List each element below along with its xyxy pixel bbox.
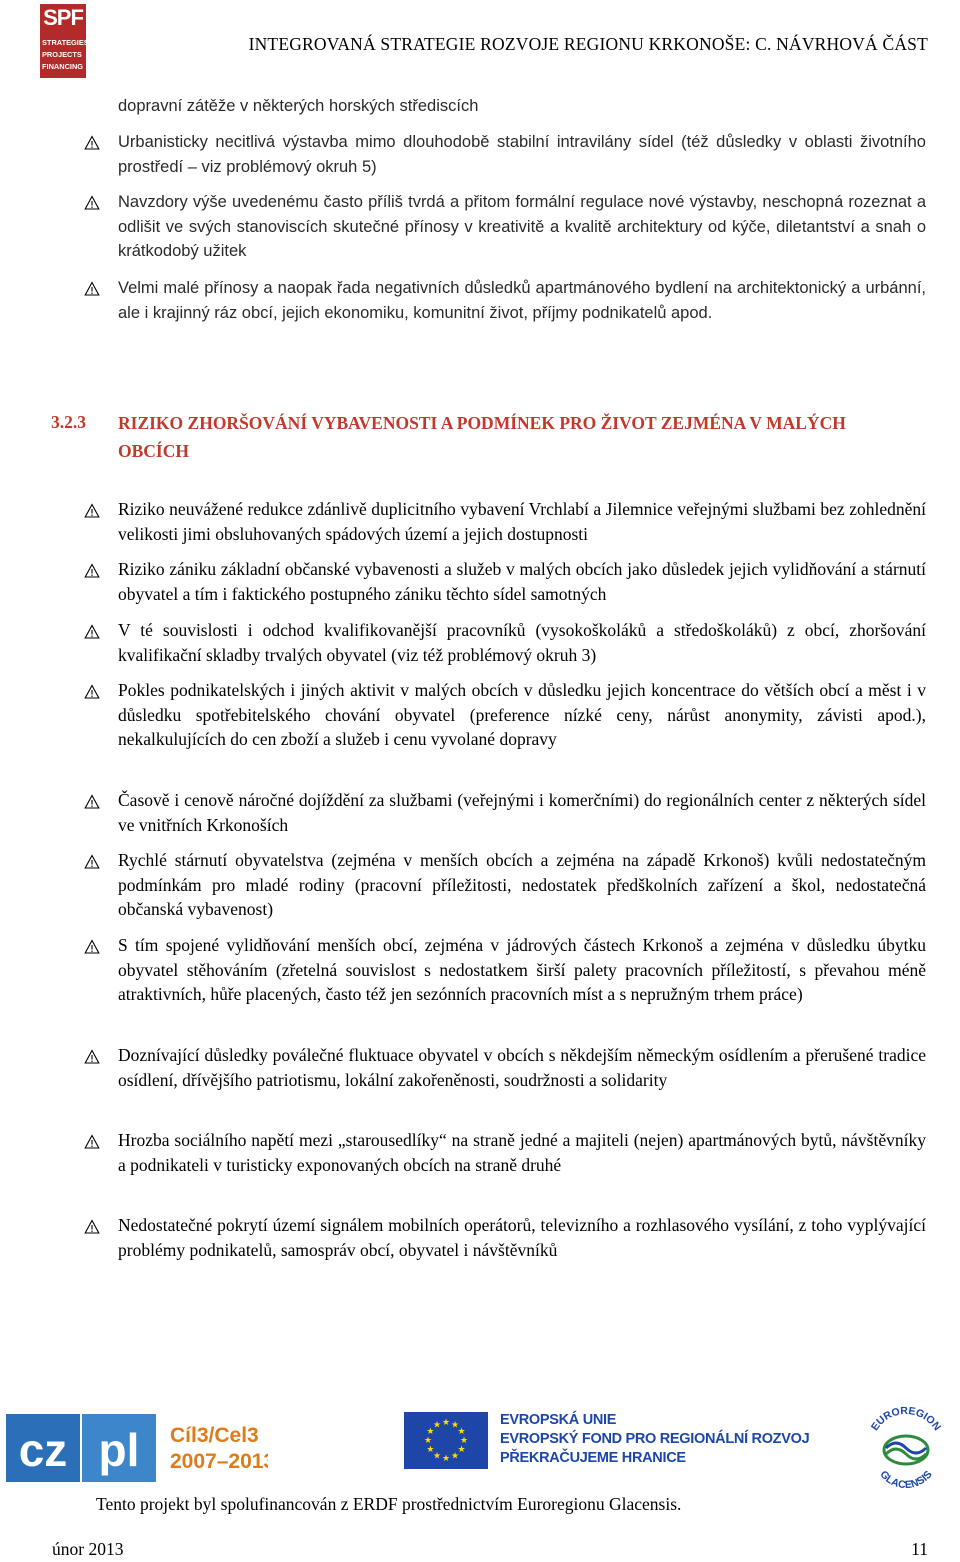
warning-bullet-icon [84, 794, 100, 810]
warning-bullet-icon [84, 854, 100, 870]
list-item: Riziko neuvážené redukce zdánlivě duplicitního vybavení Vrchlabí a Jilemnice veřejnými službami bez zohlednění velikosti jimi obsluhovaných spádových území a jejich dostupnosti [118, 499, 926, 544]
footer-date: únor 2013 [52, 1539, 124, 1559]
header-title: INTEGROVANÁ STRATEGIE ROZVOJE REGIONU KRKONOŠE: C. NÁVRHOVÁ ČÁST [248, 34, 928, 54]
page-number: 11 [911, 1539, 928, 1559]
glacensis-bottom-text: GLACENSIS [877, 1468, 935, 1488]
list-item: Hrozba sociálního napětí mezi „starousedlíky“ na straně jedné a majiteli (nejen) apartmánových bytů, návštěvníky a podnikateli v turisticky exponovaných obcích na straně druhé [118, 1130, 926, 1175]
eu-flag [404, 1412, 488, 1469]
svg-text:★: ★ [441, 1418, 451, 1428]
footer-note: Tento projekt byl spolufinancován z ERDF prostřednictvím Euroregionu Glacensis. [96, 1494, 682, 1514]
warning-bullet-icon [84, 939, 100, 955]
spf-logo-letters: SPF [43, 5, 83, 30]
svg-text:★: ★ [450, 1451, 460, 1462]
eu-text [500, 1411, 810, 1468]
list-item: Pokles podnikatelských i jiných aktivit v malých obcích v důsledku jejich koncentrace do větších obcí a měst i v důsledku spotřebitelského chování obyvatel (preference nízké ceny, nárůst anonymity, závisti apod.), nekalkulujících do cen zboží a služeb i cenu vyvolané dopravy [118, 680, 926, 749]
section-title [118, 409, 926, 465]
list-item: Navzdory výše uvedenému často příliš tvrdá a přitom formální regulace nové výstavby, neschopná rozeznat a odlišit ve svých stanoviscích skutečné přínosy v kreativitě a kvalitě architektury od kýče, diletantství a snah o krátkodobý užitek [118, 193, 926, 260]
list-item: Riziko zániku základní občanské vybavenosti a služeb v malých obcích jako důsledek jejich vylidňování a stárnutí obyvatel a tím i faktického postupného zániku těchto sídel samotných [118, 559, 926, 604]
cil-line1: Cíl3/Cel3 [170, 1424, 259, 1447]
svg-text:★: ★ [426, 1445, 435, 1455]
svg-text:★: ★ [457, 1427, 466, 1437]
warning-bullet-icon [84, 1219, 100, 1235]
warning-bullet-icon [84, 684, 100, 700]
svg-text:★: ★ [450, 1420, 460, 1431]
section-number: 3.2.3 [51, 412, 86, 432]
warning-bullet-icon [84, 195, 100, 211]
svg-text:★: ★ [423, 1436, 433, 1446]
euroregion-glacensis-logo [858, 1404, 954, 1488]
spf-logo-line2: PROJECTS [42, 50, 82, 59]
list-item: S tím spojené vylidňování menších obcí, zejména v jádrových částech Krkonoš a zejména v důsledku úbytku obyvatel stěhováním (zřetelná souvislost s nedostatkem širší palety pracovních příležitostí, s převahou méně atraktivních, hůře placených, často též jen sezónních pracovních míst a s nepružným trhem práce) [118, 935, 926, 1004]
list-item: Rychlé stárnutí obyvatelstva (zejména v menších obcích a zejména na západě Krkonoš) kvůli nedostatečným podmínkám pro mladé rodiny (pracovní příležitosti, nedostatek předškolních zařízení a škol, nedostatečná občanská vybavenost) [118, 850, 926, 919]
svg-text:★: ★ [432, 1451, 442, 1462]
svg-text:EUROREGION [869, 1405, 943, 1433]
spf-logo-line3: FINANCING [42, 62, 84, 71]
warning-bullet-icon [84, 563, 100, 579]
continuation-text: dopravní zátěže v některých horských střediscích [118, 97, 479, 115]
section-title-line1: RIZIKO ZHORŠOVÁNÍ VYBAVENOSTI A PODMÍNEK PRO ŽIVOT ZEJMÉNA V MALÝCH [118, 413, 846, 433]
cil-line2: 2007–2013 [170, 1450, 268, 1473]
eu-line3: PŘEKRAČUJEME HRANICE [500, 1450, 686, 1466]
spf-logo-line1: STRATEGIES [42, 38, 89, 47]
warning-bullet-icon [84, 1134, 100, 1150]
czpl-pl-text: pl [98, 1424, 140, 1476]
list-item: Doznívající důsledky poválečné fluktuace obyvatel v obcích s někdejším německým osídlením a přerušené tradice osídlení, dřívějšího patriotismu, lokální zakořeněnosti, soudržnosti a solidarity [118, 1045, 926, 1090]
czpl-cz-text: cz [18, 1424, 68, 1476]
svg-text:★: ★ [459, 1436, 469, 1446]
warning-bullet-icon [84, 1049, 100, 1065]
svg-text:★: ★ [432, 1420, 442, 1431]
svg-text:★: ★ [457, 1445, 466, 1455]
section-title-line2: OBCÍCH [118, 441, 189, 461]
svg-text:★: ★ [426, 1427, 435, 1437]
list-item: Velmi malé přínosy a naopak řada negativních důsledků apartmánového bydlení na architektonický a urbánní, ale i krajinný ráz obcí, jejich ekonomiku, komunitní život, příjmy podnikatelů apod. [118, 279, 926, 322]
list-item: Časově i cenově náročné dojíždění za službami (veřejnými i komerčními) do regionálních center z některých sídel ve vnitřních Krkonoších [118, 790, 926, 835]
glacensis-top-text: EUROREGION [868, 1404, 944, 1433]
eu-line1: EVROPSKÁ UNIE [500, 1412, 617, 1428]
warning-bullet-icon [84, 503, 100, 519]
svg-text:GLACENSIS [877, 1468, 934, 1488]
svg-text:★: ★ [441, 1454, 451, 1464]
warning-bullet-icon [84, 624, 100, 640]
list-item: V té souvislosti i odchod kvalifikovanější pracovníků (vysokoškoláků a středoškoláků) z obcí, zhoršování kvalifikační skladby trvalých obyvatel (viz též problémový okruh 3) [118, 620, 926, 665]
list-item: Urbanisticky necitlivá výstavba mimo dlouhodobě stabilní intravilány sídel (též důsledky v oblasti životního prostředí – viz problémový okruh 5) [118, 133, 926, 176]
warning-bullet-icon [84, 135, 100, 151]
spf-logo [40, 4, 89, 78]
list-item: Nedostatečné pokrytí území signálem mobilních operátorů, televizního a rozhlasového vysílání, z toho vyplývající problémy podnikatelů, samospráv obcí, obyvatel i návštěvníků [118, 1215, 926, 1260]
warning-bullet-icon [84, 281, 100, 297]
czpl-cil3-logo [6, 1412, 268, 1484]
eu-line2: EVROPSKÝ FOND PRO REGIONÁLNÍ ROZVOJ [500, 1431, 810, 1447]
